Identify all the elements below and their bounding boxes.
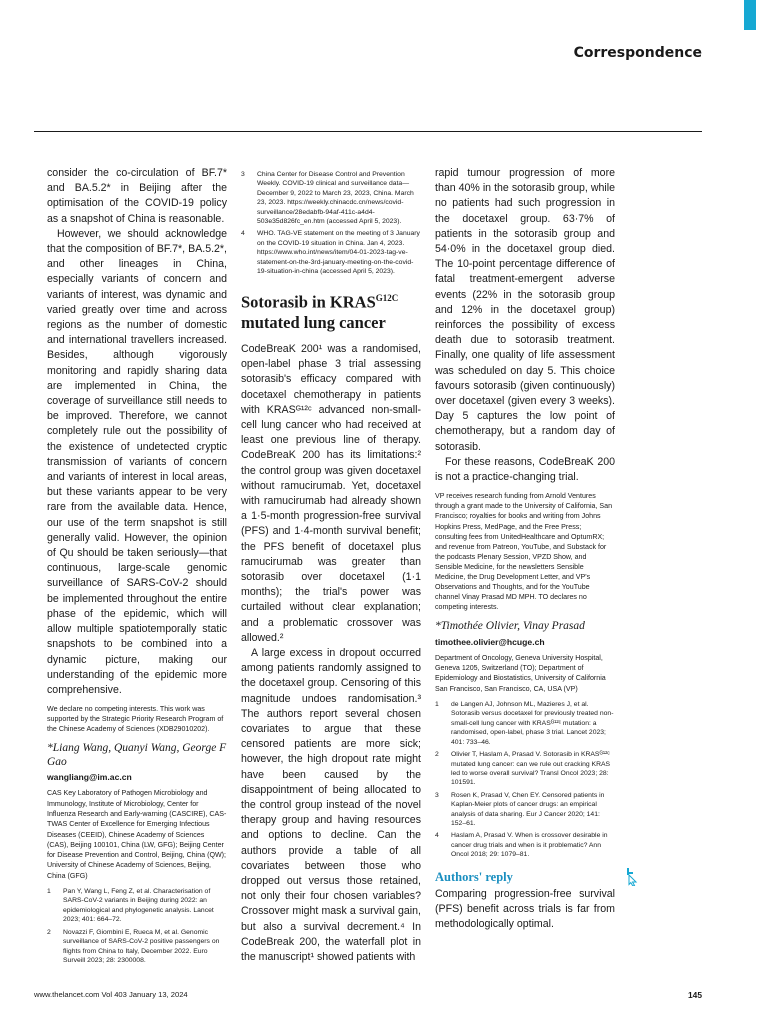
competing-interests: We declare no competing interests. This work was supported by the Strategic Priority Research Program of the Chinese Academy of Sciences (XDB29010202).	[47, 705, 224, 734]
page-number: 145	[688, 990, 702, 1000]
column-3	[435, 166, 615, 932]
body-paragraph: A large excess in dropout occurred among patients randomly assigned to the docetaxel group. Censoring of this magnitude undoes randomisation.³ The authors report several chosen covariates to argue that these censored patients are more sick; however, the high dropout rate might have been caused by the disappointment of being allocated to the control group instead of the novel therapy group and having resources and options to decline. Can the authors provide a table of all covariates between those who dropped out versus those retained, not only their four chosen variables? Crossover might mask a survival gain, but also a survival decrement.⁴ In CodeBreak 200, the waterfall plot in the manuscript¹ showed patients with	[241, 647, 421, 964]
reference-item	[241, 229, 421, 276]
page-footer	[34, 990, 702, 1000]
reference-text: Pan Y, Wang L, Feng Z, et al. Characterisation of SARS-CoV-2 variants in Beijing during 2022: an epidemiological and phylogenetic analysis. Lancet 2023; 401: 664–72.	[63, 888, 214, 924]
reference-item	[435, 791, 615, 829]
reference-number: 2	[47, 928, 51, 936]
reference-text: Novazzi F, Giombini E, Rueca M, et al. Genomic surveillance of SARS-CoV-2 positive passengers on flights from China to Italy, December 2022. Euro Surveill 2023; 28: 2300008.	[63, 928, 220, 964]
body-paragraph: Comparing progression-free survival (PFS) benefit across trials is far from methodologically optimal.	[435, 887, 615, 930]
authors-reply-heading: Authors' reply	[435, 869, 513, 884]
author-affiliation: CAS Key Laboratory of Pathogen Microbiology and Immunology, Institute of Microbiology, Center for Influenza Research and Early-warning (CASCIRE), CAS-TWAS Center of Excellence for Emerging Infectious Diseases (CEEID), Chinese Academy of Sciences (CAS), Beijing 100101, China (LW, GFG); Beijing Center for Disease Prevention and Control, Beijing, China (QW); University of Chinese Academy of Sciences, Beijing, China (GFG)	[47, 789, 227, 880]
reference-number: 4	[241, 230, 245, 238]
article-title-rest: mutated lung cancer	[241, 312, 386, 332]
section-label: Correspondence	[573, 45, 702, 61]
reference-text: Rosen K, Prasad V, Chen EY. Censored patients in Kaplan-Meier plots of cancer drugs: an empirical analysis of data sharing. Eur J Cancer 2020; 141: 152–61.	[451, 791, 605, 827]
body-paragraph: For these reasons, CodeBreaK 200 is not a practice-changing trial.	[435, 455, 615, 484]
reference-item	[241, 170, 421, 226]
footer-journal-info: www.thelancet.com Vol 403 January 13, 2024	[34, 990, 188, 999]
reference-item	[435, 750, 615, 788]
author-signature: *Liang Wang, Quanyi Wang, George F Gao	[47, 742, 227, 768]
reference-number: 1	[435, 701, 439, 709]
article-title-superscript: G12C	[375, 293, 399, 304]
journal-accent-bar	[744, 0, 756, 30]
reference-list	[47, 887, 227, 965]
reference-number: 4	[435, 832, 439, 840]
reference-number: 1	[47, 888, 51, 896]
body-paragraph: However, we should acknowledge that the composition of BF.7*, BA.5.2*, and other lineages in China, especially variants of concern and variants of interest, was dynamic and varied greatly over time and across regions as the number of domestic and international travellers increased. Besides, although vigorously monitoring and rapidly sharing data are implemented in China, the coverage of surveillance still needs to be improved. Therefore, we cannot completely rule out the possibility of the existence of undetected cryptic transmission of variants of concern and variants of interest in local areas, but these variants appear to be very rare from the available data. Hence, our use of the term snapshot is still generally valid. However, the opinion of Qu should be taken seriously—that continuous, large-scale genomic surveillance of SARS-CoV-2 should be implemented throughout the entire phase of the epidemic, which will allow multiple spatiotemporally static snapshots to be combined into a dynamic picture, making our understanding of the epidemic more comprehensive.	[47, 227, 227, 696]
author-email[interactable]: timothee.olivier@hcuge.ch	[435, 636, 545, 647]
reference-item	[47, 887, 227, 925]
reference-number: 2	[435, 751, 439, 759]
body-paragraph: CodeBreaK 200¹ was a randomised, open-label phase 3 trial assessing sotorasib's efficacy compared with docetaxel chemotherapy in patients with KRASᴳ¹²ᶜ advanced non-small-cell lung cancer who had received at least one previous line of therapy. CodeBreaK 200 has its limitations:² the control group was given docetaxel without ramucirumab. Yet, docetaxel with ramucirumab had already shown a 1·5-month progression-free survival (PFS) and 1·4-month survival benefit; the PFS benefit of docetaxel plus ramucirumab was greater than sotorasib over docetaxel (1·1 months); the trial's power was curtailed without clear explanation; and a problematic crossover was allowed.²	[241, 342, 421, 644]
reference-text: Haslam A, Prasad V. When is crossover desirable in cancer drug trials and when is it problematic? Ann Oncol 2018; 29: 1079–81.	[451, 832, 608, 859]
mouse-cursor-icon	[622, 866, 638, 886]
reference-text: de Langen AJ, Johnson ML, Mazieres J, et al. Sotorasib versus docetaxel for previously treated non-small-cell lung cancer with KRASᴳ¹²ᶜ mutation: a randomised, open-label, phase 3 trial. Lancet 2023; 401: 733–46.	[451, 701, 614, 746]
body-paragraph: consider the co-circulation of BF.7* and BA.5.2* in Beijing after the optimisation of the COVID-19 policy as a snapshot of China is reasonable.	[47, 167, 227, 225]
reference-item	[47, 928, 227, 966]
author-affiliation: Department of Oncology, Geneva University Hospital, Geneva 1205, Switzerland (TO); Department of Epidemiology and Biostatistics, University of California San Francisco, San Francisco, CA, USA (VP)	[435, 653, 606, 693]
reference-list	[435, 700, 615, 860]
reference-text: China Center for Disease Control and Prevention Weekly. COVID-19 clinical and surveillance data—December 9, 2022 to March 23, 2023, China. March 23, 2023. https://weekly.chinacdc.cn/news/covid-surveillance/28edabfb-94af-411c-a4d4-503e35d826fc_en.htm (accessed April 5, 2023).	[257, 171, 414, 226]
body-paragraph: rapid tumour progression of more than 40% in the sotorasib group, while no patients had such progression in the docetaxel group. 63·7% of patients in the sotorasib group and 54·0% in the docetaxel group died. The 10-point percentage difference of fatal treatment-emergent adverse events (22% in the sotorasib group and 12% in the docetaxel group) reinforces the possibility of excess death due to sotorasib treatment. Finally, one quality of life assessment was scheduled on day 5. This choice favours sotorasib (given continuously) over docetaxel (given every 3 weeks). Day 5 captures the low point of chemotherapy, but a random day of sotorasib.	[435, 167, 615, 453]
article-title	[241, 288, 421, 333]
reference-item	[435, 700, 615, 747]
author-email[interactable]: wangliang@im.ac.cn	[47, 772, 132, 783]
reference-number: 3	[435, 791, 439, 799]
reference-text: Olivier T, Haslam A, Prasad V. Sotorasib in KRASᴳ¹²ᶜ mutated lung cancer: can we rule out cracking KRAS led to worse overall survival? Transl Oncol 2023; 28: 101591.	[451, 751, 611, 787]
competing-interests: VP receives research funding from Arnold Ventures through a grant made to the University of California, San Francisco; royalties for books and writing from Johns Hopkins Press, MedPage, and the Free Press; consulting fees from UnitedHealthcare and OptumRX; and revenue from Patreon, YouTube, and Substack for the podcasts Plenary Session, VPZD Show, and Sensible Medicine, for the newsletters Sensible Medicine, the Drug Development Letter, and VP's Observations and Thoughts, and for the YouTube channel Vinay Prasad MD MPH. TO declares no competing interests.	[435, 492, 613, 612]
column-1	[47, 166, 227, 968]
author-signature: *Timothée Olivier, Vinay Prasad	[435, 620, 585, 633]
reference-list	[241, 170, 421, 276]
reference-text: WHO. TAG-VE statement on the meeting of 3 January on the COVID-19 situation in China. Jan 4, 2023. https://www.who.int/news/item/04-01-2023-tag-ve-statement-on-the-3rd-january-meeting-on-the-covid-19-situation-in-china (accessed April 5, 2023).	[257, 230, 420, 276]
article-title-main: Sotorasib in KRAS	[241, 292, 376, 312]
reference-item	[435, 831, 615, 859]
reference-number: 3	[241, 171, 245, 178]
header-rule	[34, 131, 702, 132]
column-2	[241, 166, 421, 965]
